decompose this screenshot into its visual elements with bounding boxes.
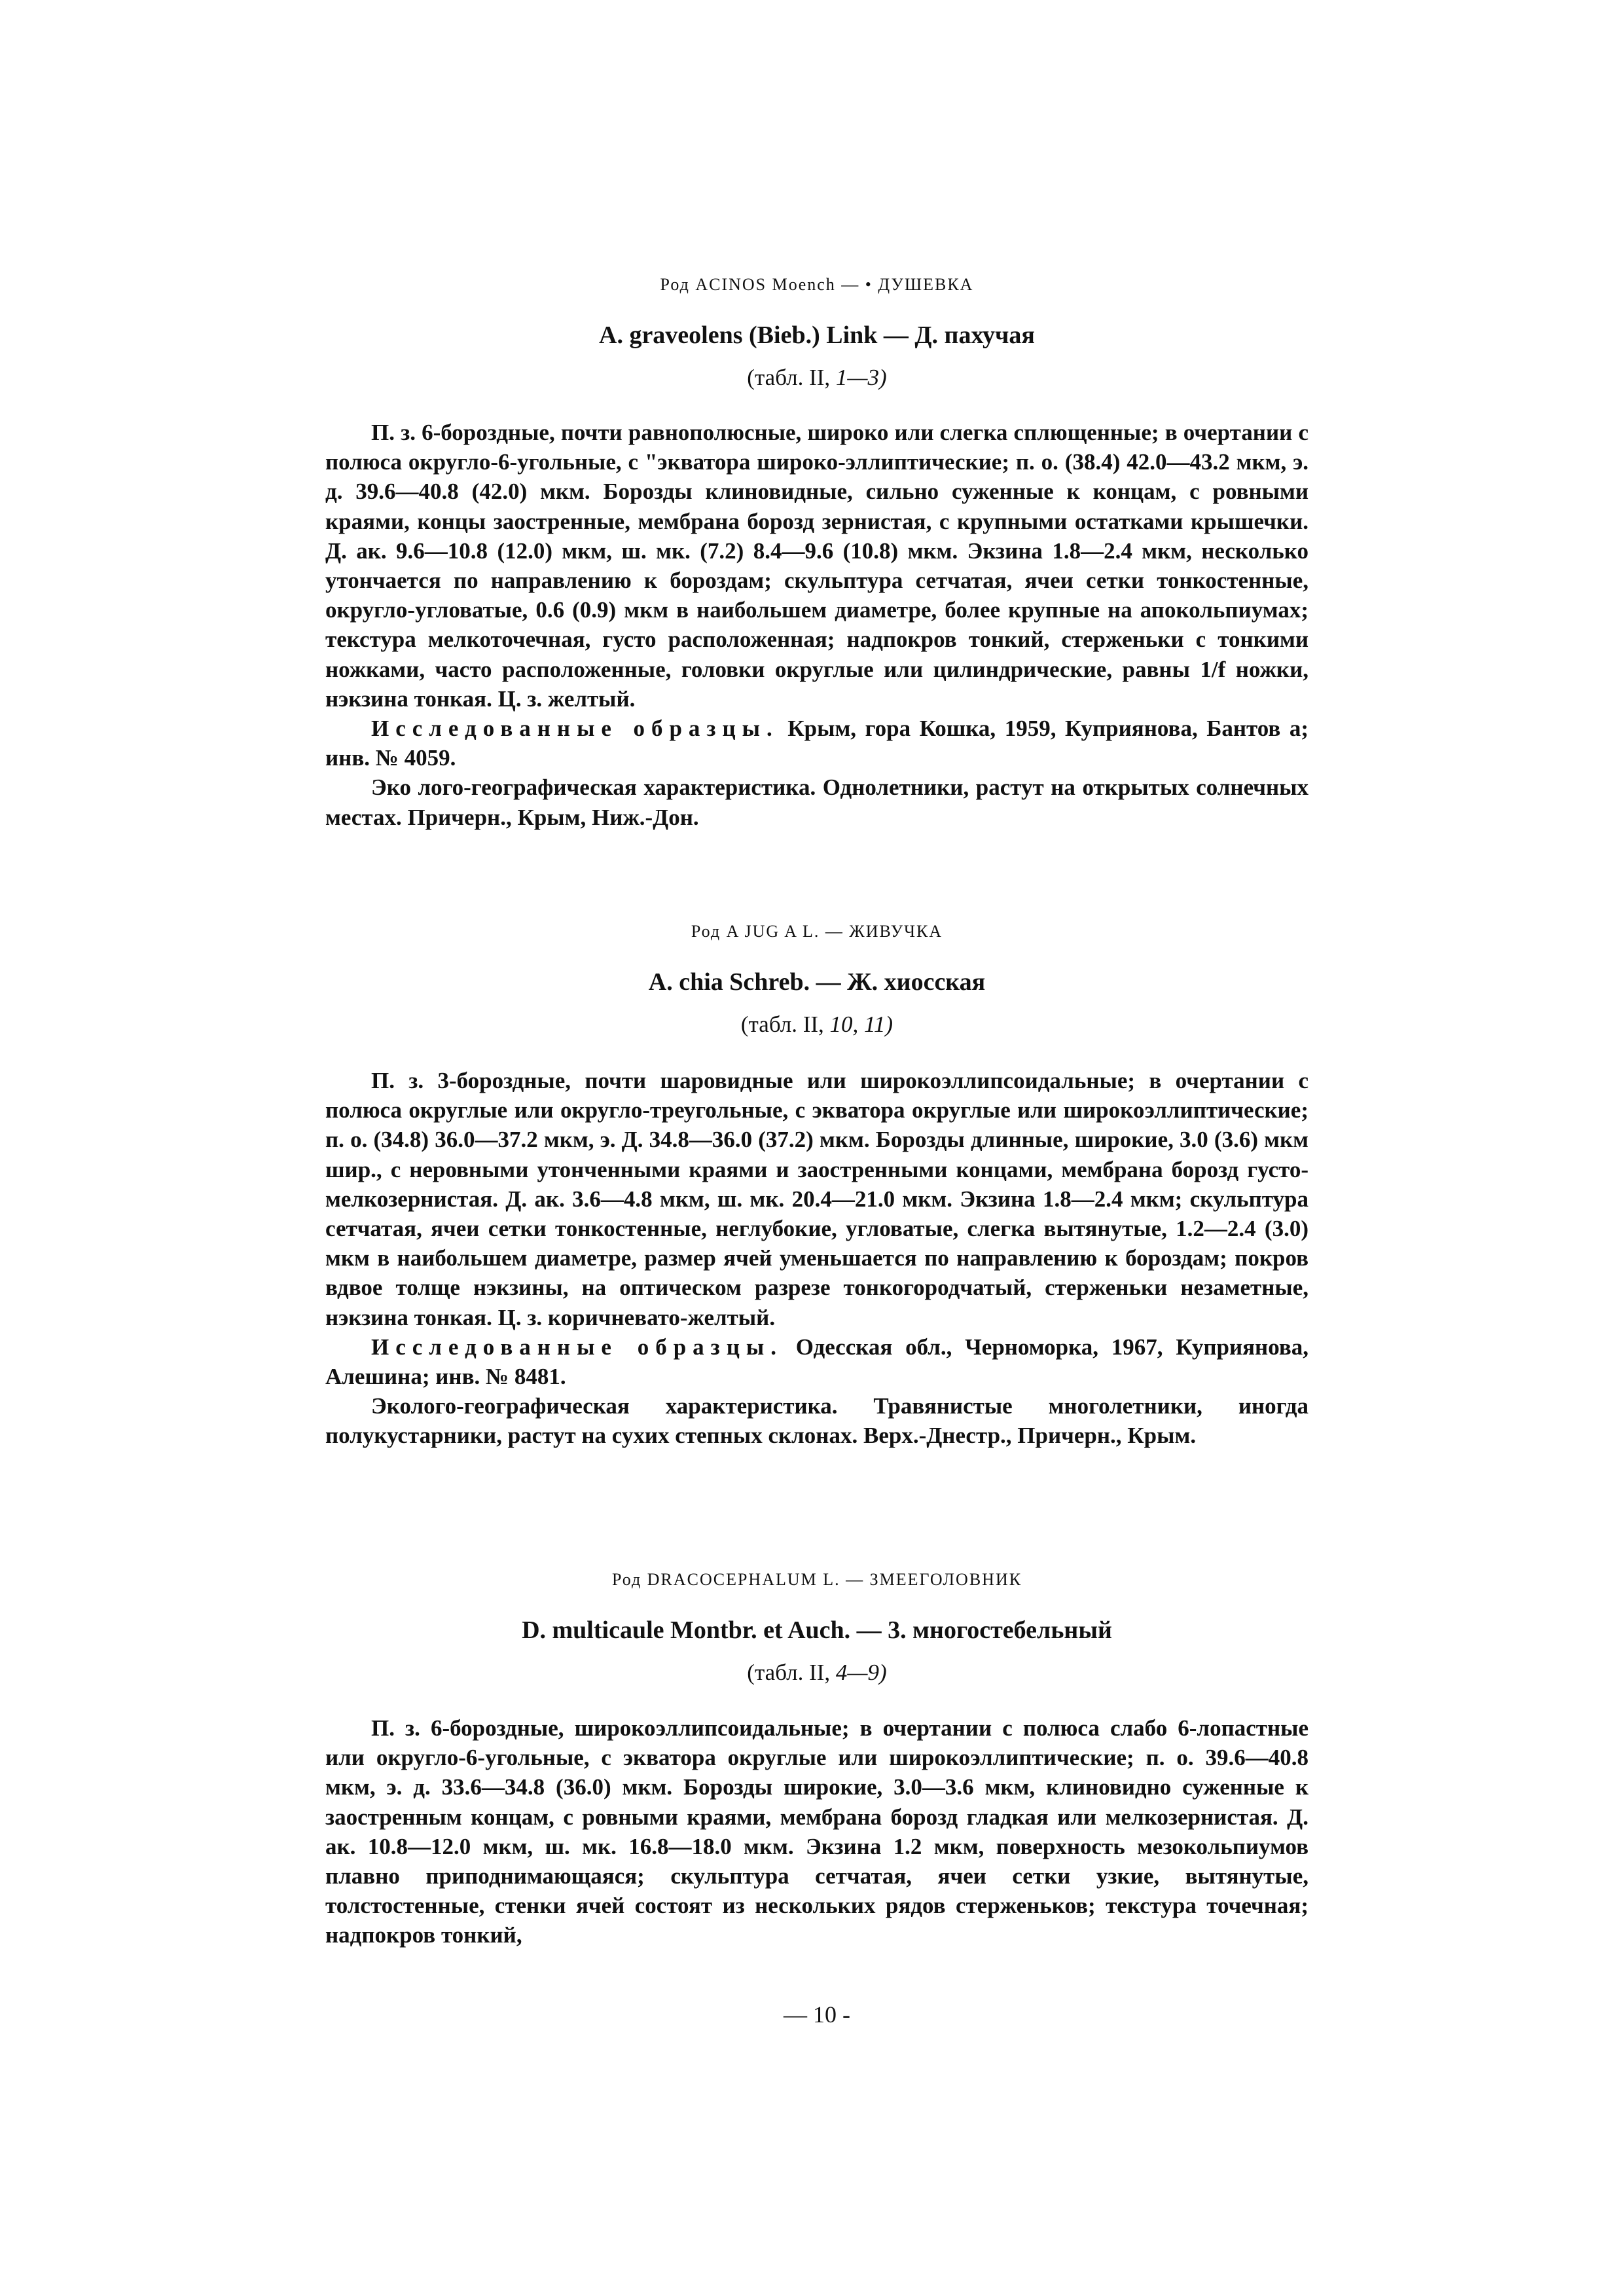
section-body-dracocephalum [325, 1713, 1308, 1950]
description-paragraph: П. з. 6-бороздные, широкоэллипсоидальные; в очертании с полюса слабо 6-лопастные или округло-6-угольные, с экватора округлые или широкоэллиптические; п. о. 39.6—40.8 мкм, э. д. 33.6—34.8 (36.0) мкм. Борозды широкие, 3.0—3.6 мкм, клиновидно суженные к заостренным концам, с ровными краями, мембрана борозд гладкая или мелкозернистая. Д. ак. 10.8—12.0 мкм, ш. мк. 16.8—18.0 мкм. Экзина 1.2 мкм, поверхность мезокольпиумов плавно приподнимающаяся; скульптура сетчатая, ячеи сетки узкие, вытянутые, толстостенные, стенки ячей состоят из нескольких рядов стерженьков; текстура точечная; надпокров тонкий, [325, 1715, 1308, 1948]
samples-label: Исследованные образцы. [371, 716, 779, 742]
table-ref-dracocephalum [325, 1660, 1308, 1686]
table-ref-prefix: (табл. II, [747, 1660, 836, 1685]
species-heading-ajuga: A. chia Schreb. — Ж. хиосская [648, 968, 986, 996]
ecology-paragraph: Эколого-географическая характеристика. Травянистые многолетники, иногда полукустарники, растут на сухих степных склонах. Верх.-Днестр., Причерн., Крым. [325, 1393, 1308, 1449]
samples-paragraph [325, 714, 1308, 773]
genus-heading-ajuga: Род A JUG A L. — ЖИВУЧКА [691, 922, 943, 941]
samples-text: Крым, гора Кошка, 1959, Куприянова, Бантов а; инв. № 4059. [325, 716, 1308, 771]
description-paragraph: П. з. 6-бороздные, почти равнополюсные, широко или слегка сплющенные; в очертании с полюса округло-6-угольные, с "экватора широко-эллиптические; п. о. (38.4) 42.0—43.2 мкм, э. д. 39.6—40.8 (42.0) мкм. Борозды клиновидные, сильно суженные к концам, с ровными краями, концы заостренные, мембрана борозд зернистая, с крупными остатками крышечки. Д. ак. 9.6—10.8 (12.0) мкм, ш. мк. (7.2) 8.4—9.6 (10.8) мкм. Экзина 1.8—2.4 мкм, несколько утончается по направлению к бороздам; скульптура сетчатая, ячеи сетки тонкостенные, округло-угловатые, 0.6 (0.9) мкм в наибольшем диаметре, более крупные на апокольпиумах; текстура мелкоточечная, густо расположенная; надпокров тонкий, стерженьки с тонкими ножками, часто расположенные, головки округлые или цилиндрические, равны 1/f ножки, нэкзина тонкая. Ц. з. желтый. [325, 420, 1308, 712]
samples-label: Исследованные образцы. [371, 1334, 783, 1360]
section-body-acinos [325, 418, 1308, 832]
species-heading-dracocephalum: D. multicaule Montbr. et Auch. — 3. многостебельный [522, 1616, 1112, 1644]
table-ref-ajuga [325, 1011, 1308, 1038]
table-ref-acinos [325, 365, 1308, 391]
genus-heading-acinos: Род ACINOS Moench — • ДУШЕВКА [660, 275, 974, 294]
table-ref-figures: 10, 11) [829, 1011, 893, 1037]
samples-text: Одесская обл., Черноморка, 1967, Куприянова, Алешина; инв. № 8481. [325, 1334, 1308, 1390]
table-ref-prefix: (табл. II, [747, 365, 836, 390]
ecology-paragraph: Эко лого-географическая характеристика. Однолетники, растут на открытых солнечных местах. Причерн., Крым, Ниж.-Дон. [325, 774, 1308, 830]
samples-paragraph [325, 1332, 1308, 1391]
table-ref-figures: 4—9) [835, 1660, 887, 1685]
section-body-ajuga [325, 1066, 1308, 1451]
genus-heading-dracocephalum: Род DRACOCEPHALUM L. — ЗМЕЕГОЛОВНИК [611, 1570, 1022, 1589]
species-heading-acinos: A. graveolens (Bieb.) Link — Д. пахучая [599, 321, 1035, 349]
table-ref-figures: 1—3) [835, 365, 887, 390]
table-ref-prefix: (табл. II, [740, 1011, 830, 1037]
description-paragraph: П. з. 3-бороздные, почти шаровидные или широкоэллипсоидальные; в очертании с полюса округлые или округло-треугольные, с экватора округлые или широкоэллиптические; п. о. (34.8) 36.0—37.2 мкм, э. Д. 34.8—36.0 (37.2) мкм. Борозды длинные, широкие, 3.0 (3.6) мкм шир., с неровными утонченными краями и заостренными концами, мембрана борозд густо-мелкозернистая. Д. ак. 3.6—4.8 мкм, ш. мк. 20.4—21.0 мкм. Экзина 1.8—2.4 мкм; скульптура сетчатая, ячеи сетки тонкостенные, неглубокие, угловатые, слегка вытянутые, 1.2—2.4 (3.0) мкм в наибольшем диаметре, размер ячей уменьшается по направлению к бороздам; покров вдвое толще нэкзины, на оптическом разрезе тонкогородчатый, стерженьки незаметные, нэкзина тонкая. Ц. з. коричневато-желтый. [325, 1068, 1308, 1330]
page-number: — 10 - [784, 2001, 850, 2028]
